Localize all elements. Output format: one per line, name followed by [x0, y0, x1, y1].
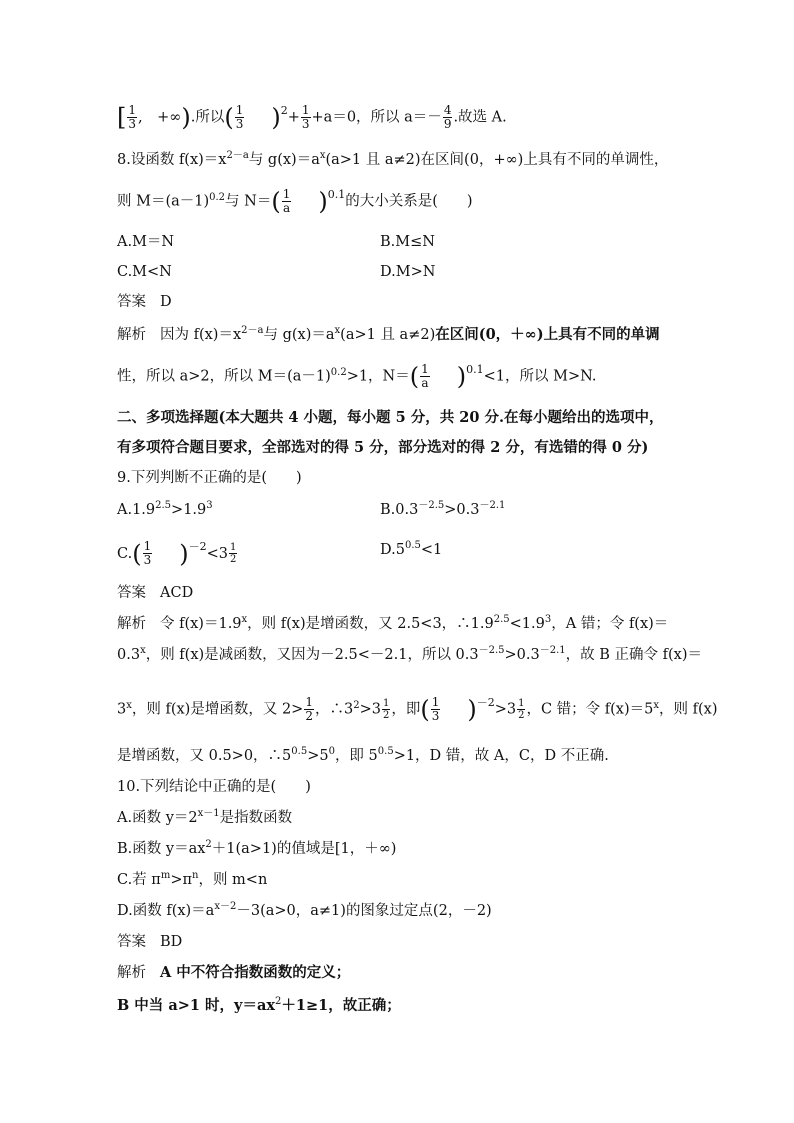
fraction: $\frac{1}{2}$ [305, 695, 313, 723]
q9-analysis-line4: 是增函数，又 0.5>0，$\therefore 5^{0.5}>5^0$，即 $5^{0.5}>1$，D 错，故 A，C，D 不正确. [117, 746, 609, 764]
section2-heading-line1: 二、多项选择题(本大题共 4 小题，每小题 5 分，共 20 分.在每小题给出的选项中， [117, 409, 664, 426]
fraction: $\frac{1}{a}$ [421, 362, 429, 390]
q10-option-c: C.若 $\pi^m>\pi^n$，则 m<n [117, 870, 268, 888]
fraction: $\frac{1}{3}$ [301, 103, 310, 131]
q10-analysis-line1: 解析 A 中不符合指数函数的定义； [117, 964, 351, 981]
fraction: $\frac{1}{3}$ [235, 103, 244, 131]
q10-option-b: B.函数 $y=ax^2+1(a>1)$的值域是[1，＋∞) [117, 839, 397, 857]
q8-option-b: B.M≤N [380, 234, 435, 250]
q8-options-row1 [117, 232, 682, 252]
q8-option-c: C.M<N [117, 264, 172, 280]
q9-analysis-line2: 0.3$^x$，则 f(x)是减函数，又因为－2.5<－2.1，所以 $0.3^{-2.5}>0.3^{-2.1}$，故 B 正确令 f(x)＝ [117, 645, 702, 663]
q9-analysis-line3: 3$^x$，则 f(x)是增函数，又 2> $\frac{1}{2}$ ，$\therefore 3^2>3$ $\frac{1}{2}$ ，即( $\frac{1}{3}$ )$^{-2}$>3 $\frac{1}{2}$ ，C 错；令 $f(x)=5^x$，则 f(x) [117, 695, 718, 724]
q9-option-a: $A.1.9^{2.5}>1.9^3$ [117, 500, 213, 518]
q8-options-row2 [117, 262, 682, 282]
q8-option-a: A.M＝N [117, 234, 175, 250]
q9-options-row1 [117, 500, 682, 522]
fraction: $\frac{1}{a}$ [282, 187, 291, 215]
q8-stem-line1: 8.设函数 $f(x)=x^{2-a}$与 $g(x)=a^x(a>1$ 且 a≠2)在区间(0，+∞)上具有不同的单调性， [117, 150, 669, 168]
prev-solution-tail: [ $\frac{1}{3}$ , +∞).所以( $\frac{1}{3}$ )$^2$+ $\frac{1}{3}$ +a＝0，所以 a＝－ $\frac{4}{9}$ .故选 A. [117, 103, 507, 132]
q10-analysis-line2: B 中当 a>1 时，$y=ax^2+1\ge 1$，故正确； [117, 996, 401, 1014]
fraction: $\frac{1}{3}$ [143, 539, 152, 567]
q8-answer: 答案 D [117, 294, 172, 310]
q9-option-b: $B.0.3^{-2.5}>0.3^{-2.1}$ [380, 500, 506, 518]
q8-analysis-line2: 性，所以 a>2，所以 $M=(a-1)^{0.2}>1$，N＝( $\frac{1}{a}$ )$^{0.1}$<1，所以 M>N. [117, 362, 597, 391]
q8-option-d: D.M>N [380, 264, 436, 280]
fraction: $\frac{4}{9}$ [443, 103, 452, 131]
fraction: $\frac{1}{3}$ [128, 103, 137, 131]
q9-options-row2 [117, 540, 682, 567]
q8-analysis-line1: 解析 因为 $f(x)=x^{2-a}$与 $g(x)=a^x(a>1$ 且 a≠2)在区间(0，＋∞)上具有不同的单调 [117, 325, 660, 343]
q9-stem: 9.下列判断不正确的是( ) [117, 470, 302, 486]
q10-stem: 10.下列结论中正确的是( ) [117, 779, 311, 795]
q10-option-a: A.函数 $y=2^{x-1}$是指数函数 [117, 808, 293, 826]
q9-analysis-line1: 解析 令 $f(x)=1.9^x$，则 f(x)是增函数，又 2.5<3，$\therefore 1.9^{2.5}<1.9^3$，A 错；令 f(x)＝ [117, 614, 669, 632]
fraction: $\frac{1}{2}$ [382, 698, 390, 721]
fraction: $\frac{1}{2}$ [518, 698, 525, 721]
q8-stem-line2: 则 $M=(a-1)^{0.2}$与 N＝( $\frac{1}{a}$ )$^{0.1}$的大小关系是( ) [117, 187, 473, 216]
fraction: $\frac{1}{2}$ [229, 542, 237, 565]
q10-option-d: D.函数 $f(x)=a^{x-2}-3(a>0$，a≠1)的图象过定点(2，－2) [117, 901, 492, 919]
section2-heading-line2: 有多项符合题目要求，全部选对的得 5 分，部分选对的得 2 分，有选错的得 0 分) [117, 439, 649, 456]
q9-option-c: C.( $\frac{1}{3}$ )$^{-2}$<3 $\frac{1}{2}$ [117, 539, 237, 568]
q9-option-d: $D.5^{0.5}<1$ [380, 540, 443, 558]
q9-answer: 答案 ACD [117, 585, 194, 601]
fraction: $\frac{1}{3}$ [431, 695, 440, 723]
q10-answer: 答案 BD [117, 934, 183, 950]
